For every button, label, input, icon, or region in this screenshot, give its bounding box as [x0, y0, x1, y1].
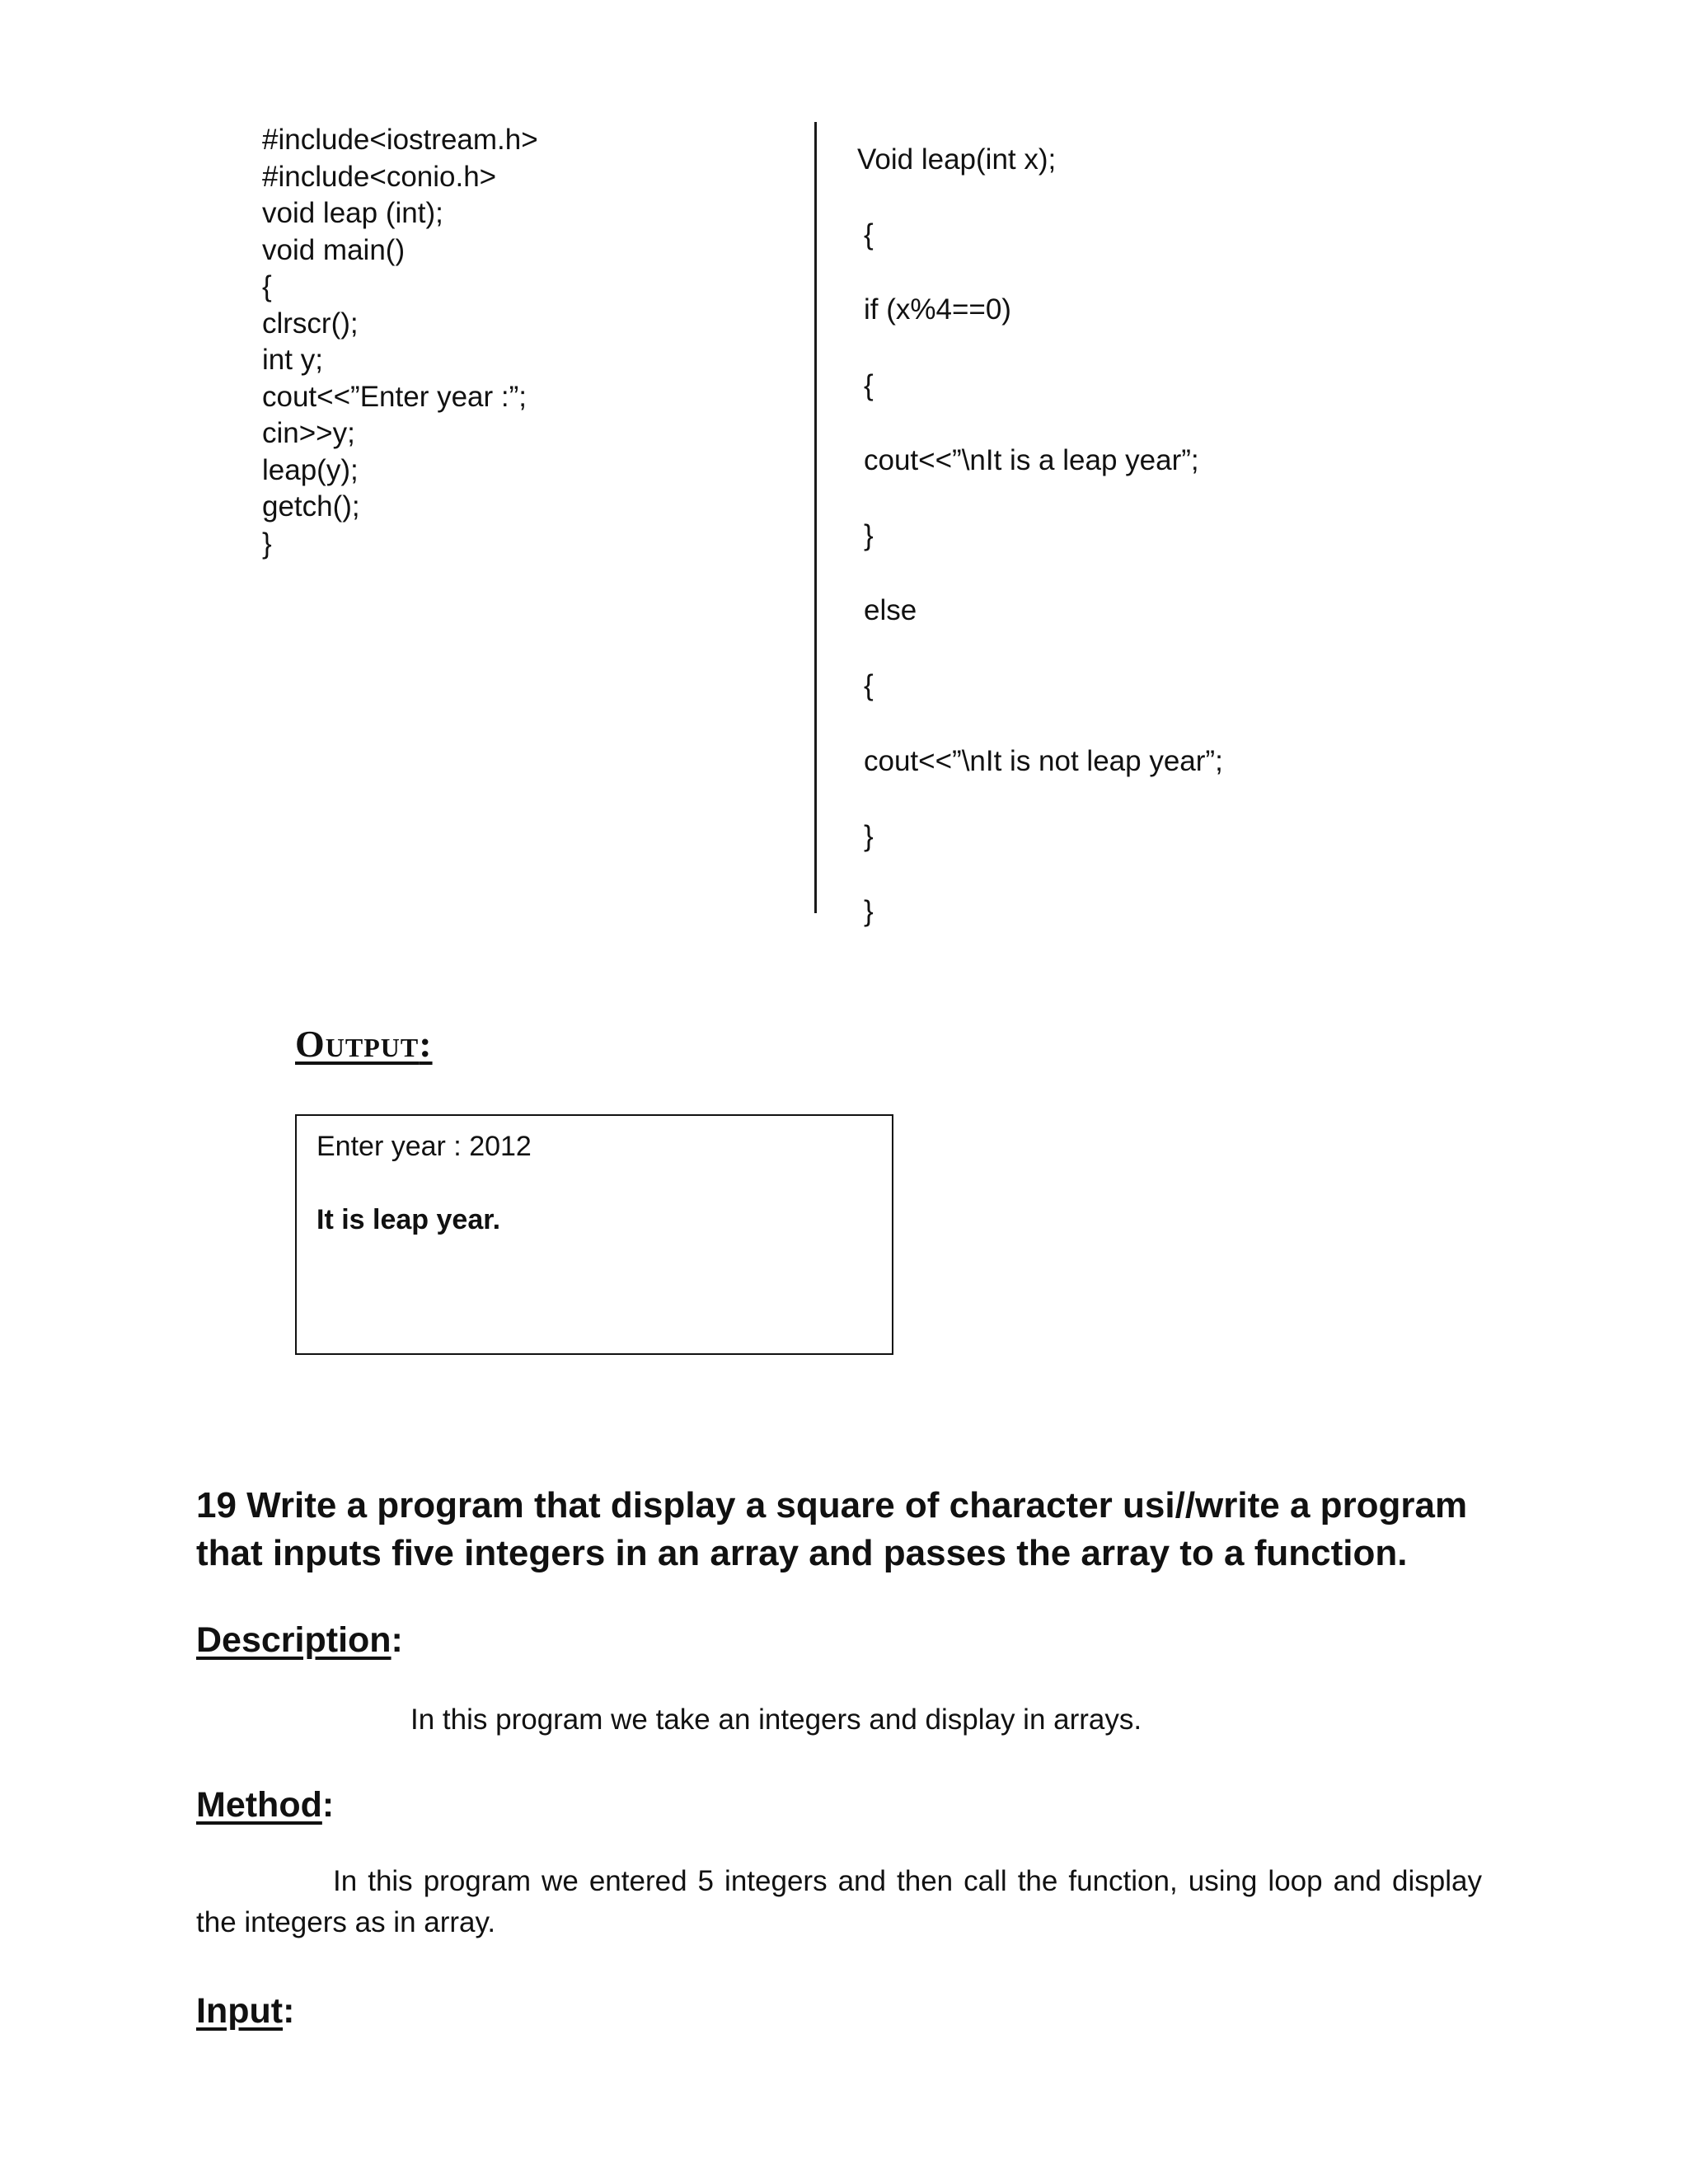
output-prompt-line: Enter year : 2012 — [316, 1131, 532, 1162]
column-divider — [814, 122, 817, 913]
description-label: Description — [196, 1620, 392, 1660]
main-function-code — [262, 122, 538, 562]
code-line: Void leap(int x); — [857, 143, 1057, 176]
code-line: clrscr(); — [262, 307, 359, 340]
code-line: void main() — [262, 233, 406, 266]
code-line: { — [864, 669, 874, 702]
code-line: int y; — [262, 344, 323, 376]
output-heading — [295, 1022, 433, 1066]
code-line: { — [864, 218, 874, 251]
code-line: else — [864, 594, 917, 627]
code-line: #include<iostream.h> — [262, 124, 538, 156]
input-label: Input — [196, 1991, 284, 2031]
output-result-line: It is leap year. — [316, 1204, 501, 1235]
input-heading — [196, 1991, 294, 2032]
method-label: Method — [196, 1785, 322, 1825]
method-text: In this program we entered 5 integers and then call the function, using loop and display the integers as in array. — [196, 1865, 1482, 1938]
description-text: In this program we take an integers and display in arrays. — [410, 1704, 1142, 1736]
description-colon: : — [391, 1620, 403, 1660]
code-line: cin>>y; — [262, 417, 355, 449]
code-line: } — [262, 527, 272, 560]
code-line: } — [864, 819, 874, 852]
code-line: cout<<”\nIt is not leap year”; — [864, 744, 1223, 777]
output-heading-colon: : — [419, 1023, 433, 1065]
input-colon: : — [283, 1991, 295, 2031]
code-line: getch(); — [262, 490, 360, 523]
output-heading-text: Output — [295, 1023, 420, 1065]
leap-function-code — [857, 122, 1223, 949]
code-line: if (x%4==0) — [864, 293, 1011, 326]
question-title: 19 Write a program that display a square of character usi//write a program that inputs five integers in an array and passes the array to a function. — [196, 1485, 1468, 1573]
code-line: leap(y); — [262, 453, 359, 486]
code-line: } — [864, 519, 874, 552]
code-line: cout<<”Enter year :”; — [262, 380, 527, 413]
method-colon: : — [321, 1785, 335, 1825]
code-line: } — [864, 895, 874, 928]
code-line: cout<<”\nIt is a leap year”; — [864, 443, 1199, 476]
method-heading — [196, 1785, 334, 1825]
output-box — [295, 1114, 893, 1355]
code-line: #include<conio.h> — [262, 160, 497, 193]
code-line: void leap (int); — [262, 197, 443, 229]
code-line: { — [864, 368, 874, 401]
code-line: { — [262, 270, 272, 302]
description-heading — [196, 1620, 403, 1661]
